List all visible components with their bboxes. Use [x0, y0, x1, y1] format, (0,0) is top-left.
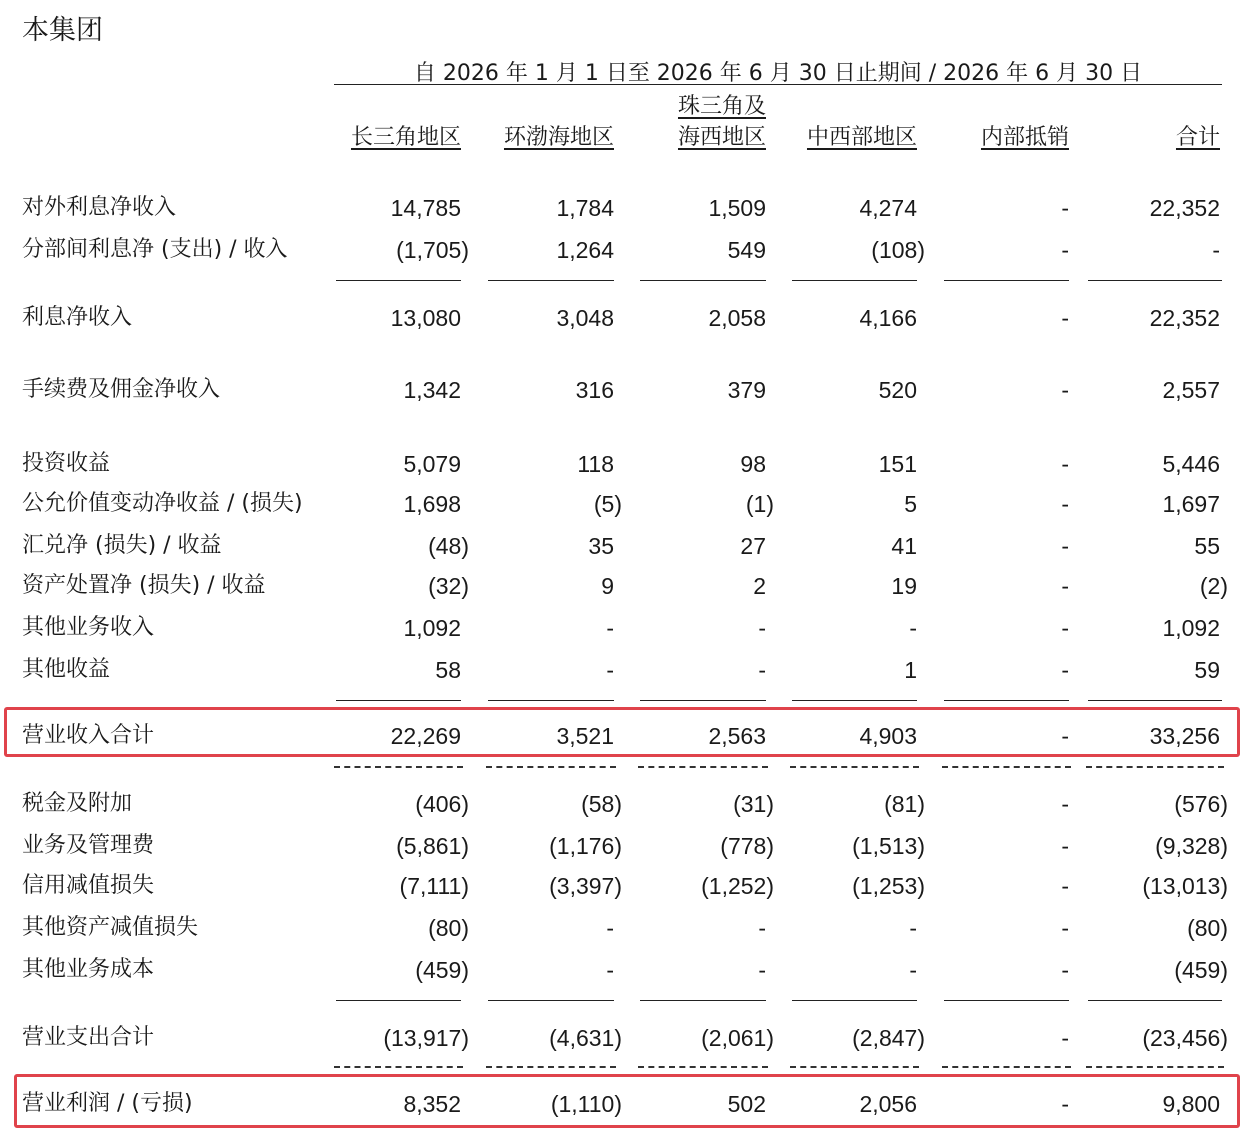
subtotal-rule [1088, 1000, 1222, 1001]
table-cell: 379 [727, 377, 766, 403]
table-cell: (4,631) [549, 1025, 622, 1051]
table-cell: 14,785 [390, 195, 461, 221]
table-cell: 4,903 [859, 723, 917, 749]
table-cell: (9,328) [1155, 833, 1228, 859]
table-cell: 35 [588, 533, 614, 559]
table-cell: - [606, 957, 614, 983]
table-cell: 5 [904, 491, 917, 517]
row-label: 对外利息净收入 [22, 195, 177, 220]
column-header [981, 122, 1069, 153]
table-cell: 59 [1194, 657, 1220, 683]
table-cell: 4,274 [859, 195, 917, 221]
table-cell: 19 [891, 573, 917, 599]
highlight-box [14, 1074, 1240, 1128]
total-rule-dashed [942, 1066, 1071, 1068]
table-cell: (459) [415, 957, 469, 983]
table-cell: - [1061, 451, 1069, 477]
table-cell: - [1061, 305, 1069, 331]
table-cell: 8,352 [403, 1091, 461, 1117]
table-cell: 1,697 [1162, 491, 1220, 517]
table-cell: (32) [428, 573, 469, 599]
table-cell: 41 [891, 533, 917, 559]
total-rule-dashed [790, 1066, 919, 1068]
row-label: 营业支出合计 [22, 1025, 155, 1050]
table-cell: (2,061) [701, 1025, 774, 1051]
table-cell: (23,456) [1142, 1025, 1228, 1051]
table-cell: (778) [720, 833, 774, 859]
table-cell: 1,342 [403, 377, 461, 403]
row-label: 其他资产减值损失 [22, 915, 199, 940]
table-cell: - [1061, 573, 1069, 599]
total-rule-dashed [638, 1066, 768, 1068]
column-header-line: 合计 [1175, 125, 1220, 150]
table-cell: - [909, 615, 917, 641]
total-rule-dashed [1086, 1066, 1224, 1068]
table-cell: - [758, 957, 766, 983]
table-cell: - [1061, 833, 1069, 859]
total-rule-dashed [1086, 766, 1224, 768]
table-cell: 520 [878, 377, 917, 403]
table-cell: 1 [904, 657, 917, 683]
total-rule-dashed [486, 766, 616, 768]
row-label: 公允价值变动净收益 / (损失) [22, 491, 303, 516]
total-rule-dashed [942, 766, 1071, 768]
column-header-line: 环渤海地区 [503, 125, 614, 150]
table-cell: - [1061, 377, 1069, 403]
table-cell: (3,397) [549, 873, 622, 899]
subtotal-rule [488, 280, 614, 281]
period-underline [334, 84, 1222, 85]
table-cell: 1,092 [403, 615, 461, 641]
subtotal-rule [336, 700, 461, 701]
subtotal-rule [944, 280, 1069, 281]
table-cell: 1,092 [1162, 615, 1220, 641]
table-cell: (1,110) [550, 1091, 622, 1117]
table-cell: - [1061, 915, 1069, 941]
table-cell: 2,557 [1162, 377, 1220, 403]
table-cell: 1,264 [556, 237, 614, 263]
subtotal-rule [1088, 280, 1222, 281]
subtotal-rule [640, 280, 766, 281]
row-label: 其他收益 [22, 657, 111, 682]
table-cell: - [1061, 957, 1069, 983]
subtotal-rule [792, 1000, 917, 1001]
table-cell: (80) [1187, 915, 1228, 941]
total-rule-dashed [638, 766, 768, 768]
column-header-line: 珠三角及 [677, 94, 766, 119]
table-cell: (31) [733, 791, 774, 817]
table-cell: (2) [1199, 573, 1228, 599]
table-cell: (13,917) [383, 1025, 469, 1051]
table-cell: (7,111) [399, 873, 469, 899]
table-cell: 1,784 [556, 195, 614, 221]
table-cell: 55 [1194, 533, 1220, 559]
total-rule-dashed [486, 1066, 616, 1068]
table-cell: - [606, 657, 614, 683]
table-cell: 22,269 [390, 723, 461, 749]
table-cell: 98 [740, 451, 766, 477]
table-cell: (1) [745, 491, 774, 517]
row-label: 业务及管理费 [22, 833, 155, 858]
table-cell: - [1061, 723, 1069, 749]
subtotal-rule [640, 1000, 766, 1001]
total-rule-dashed [334, 1066, 463, 1068]
table-cell: 2,563 [708, 723, 766, 749]
total-rule-dashed [790, 766, 919, 768]
table-cell: 151 [878, 451, 917, 477]
table-cell: (1,253) [852, 873, 925, 899]
row-label: 资产处置净 (损失) / 收益 [22, 573, 266, 598]
table-cell: 2,058 [708, 305, 766, 331]
table-cell: 1,698 [403, 491, 461, 517]
table-cell: (2,847) [852, 1025, 925, 1051]
subtotal-rule [336, 280, 461, 281]
column-header-line: 中西部地区 [806, 125, 917, 150]
subtotal-rule [336, 1000, 461, 1001]
table-cell: - [1061, 533, 1069, 559]
table-cell: - [1061, 873, 1069, 899]
row-label: 分部间利息净 (支出) / 收入 [22, 237, 288, 262]
table-cell: (5,861) [396, 833, 469, 859]
table-cell: (459) [1174, 957, 1228, 983]
table-cell: (81) [884, 791, 925, 817]
row-label: 营业利润 / (亏损) [22, 1091, 193, 1116]
table-cell: - [1061, 791, 1069, 817]
table-cell: - [1061, 1091, 1069, 1117]
document-title: 本集团 [22, 15, 103, 46]
table-cell: 1,509 [708, 195, 766, 221]
column-header [807, 122, 917, 153]
table-cell: (5) [593, 491, 622, 517]
table-cell: - [1212, 237, 1220, 263]
table-cell: - [909, 915, 917, 941]
column-header [504, 122, 614, 153]
table-cell: 5,079 [403, 451, 461, 477]
column-header [678, 91, 766, 153]
subtotal-rule [944, 700, 1069, 701]
row-label: 税金及附加 [22, 791, 133, 816]
row-label: 投资收益 [22, 451, 111, 476]
table-cell: (13,013) [1142, 873, 1228, 899]
row-label: 其他业务成本 [22, 957, 155, 982]
highlight-box [4, 707, 1240, 757]
row-label: 其他业务收入 [22, 615, 155, 640]
subtotal-rule [792, 280, 917, 281]
table-cell: - [1061, 657, 1069, 683]
period-header: 自 2026 年 1 月 1 日至 2026 年 6 月 30 日止期间 / 2026 年 6 月 30 日 [413, 61, 1143, 86]
table-cell: 33,256 [1149, 723, 1220, 749]
table-cell: 502 [727, 1091, 766, 1117]
table-cell: (80) [428, 915, 469, 941]
table-cell: 4,166 [859, 305, 917, 331]
subtotal-rule [488, 700, 614, 701]
table-cell: - [1061, 615, 1069, 641]
row-label: 信用减值损失 [22, 873, 155, 898]
table-cell: 22,352 [1149, 195, 1220, 221]
table-cell: 2,056 [859, 1091, 917, 1117]
table-cell: - [606, 615, 614, 641]
subtotal-rule [944, 1000, 1069, 1001]
table-cell: - [758, 915, 766, 941]
subtotal-rule [640, 700, 766, 701]
table-cell: (1,176) [549, 833, 622, 859]
table-cell: (58) [581, 791, 622, 817]
row-label: 手续费及佣金净收入 [22, 377, 221, 402]
subtotal-rule [488, 1000, 614, 1001]
table-cell: 9,800 [1162, 1091, 1220, 1117]
table-cell: (1,705) [396, 237, 469, 263]
table-cell: (1,252) [701, 873, 774, 899]
column-header [351, 122, 461, 153]
table-cell: 13,080 [390, 305, 461, 331]
table-cell: (108) [871, 237, 925, 263]
table-cell: - [1061, 195, 1069, 221]
table-cell: (1,513) [852, 833, 925, 859]
table-cell: - [606, 915, 614, 941]
column-header-line: 长三角地区 [350, 125, 461, 150]
row-label: 营业收入合计 [22, 723, 155, 748]
table-cell: 3,048 [556, 305, 614, 331]
table-cell: - [758, 615, 766, 641]
table-cell: (48) [428, 533, 469, 559]
table-cell: - [1061, 491, 1069, 517]
table-cell: 22,352 [1149, 305, 1220, 331]
total-rule-dashed [334, 766, 463, 768]
column-header-line: 海西地区 [677, 125, 766, 150]
table-cell: - [1061, 237, 1069, 263]
table-cell: 58 [435, 657, 461, 683]
table-cell: 27 [740, 533, 766, 559]
subtotal-rule [792, 700, 917, 701]
table-cell: - [1061, 1025, 1069, 1051]
row-label: 利息净收入 [22, 305, 133, 330]
table-cell: 2 [753, 573, 766, 599]
table-cell: (406) [415, 791, 469, 817]
table-cell: 3,521 [556, 723, 614, 749]
table-cell: - [758, 657, 766, 683]
table-cell: (576) [1174, 791, 1228, 817]
column-header [1176, 122, 1220, 153]
table-cell: 316 [575, 377, 614, 403]
row-label: 汇兑净 (损失) / 收益 [22, 533, 222, 558]
table-cell: - [909, 957, 917, 983]
column-header-line: 内部抵销 [980, 125, 1069, 150]
table-cell: 118 [577, 451, 614, 477]
table-cell: 5,446 [1162, 451, 1220, 477]
subtotal-rule [1088, 700, 1222, 701]
table-cell: 9 [601, 573, 614, 599]
table-cell: 549 [727, 237, 766, 263]
